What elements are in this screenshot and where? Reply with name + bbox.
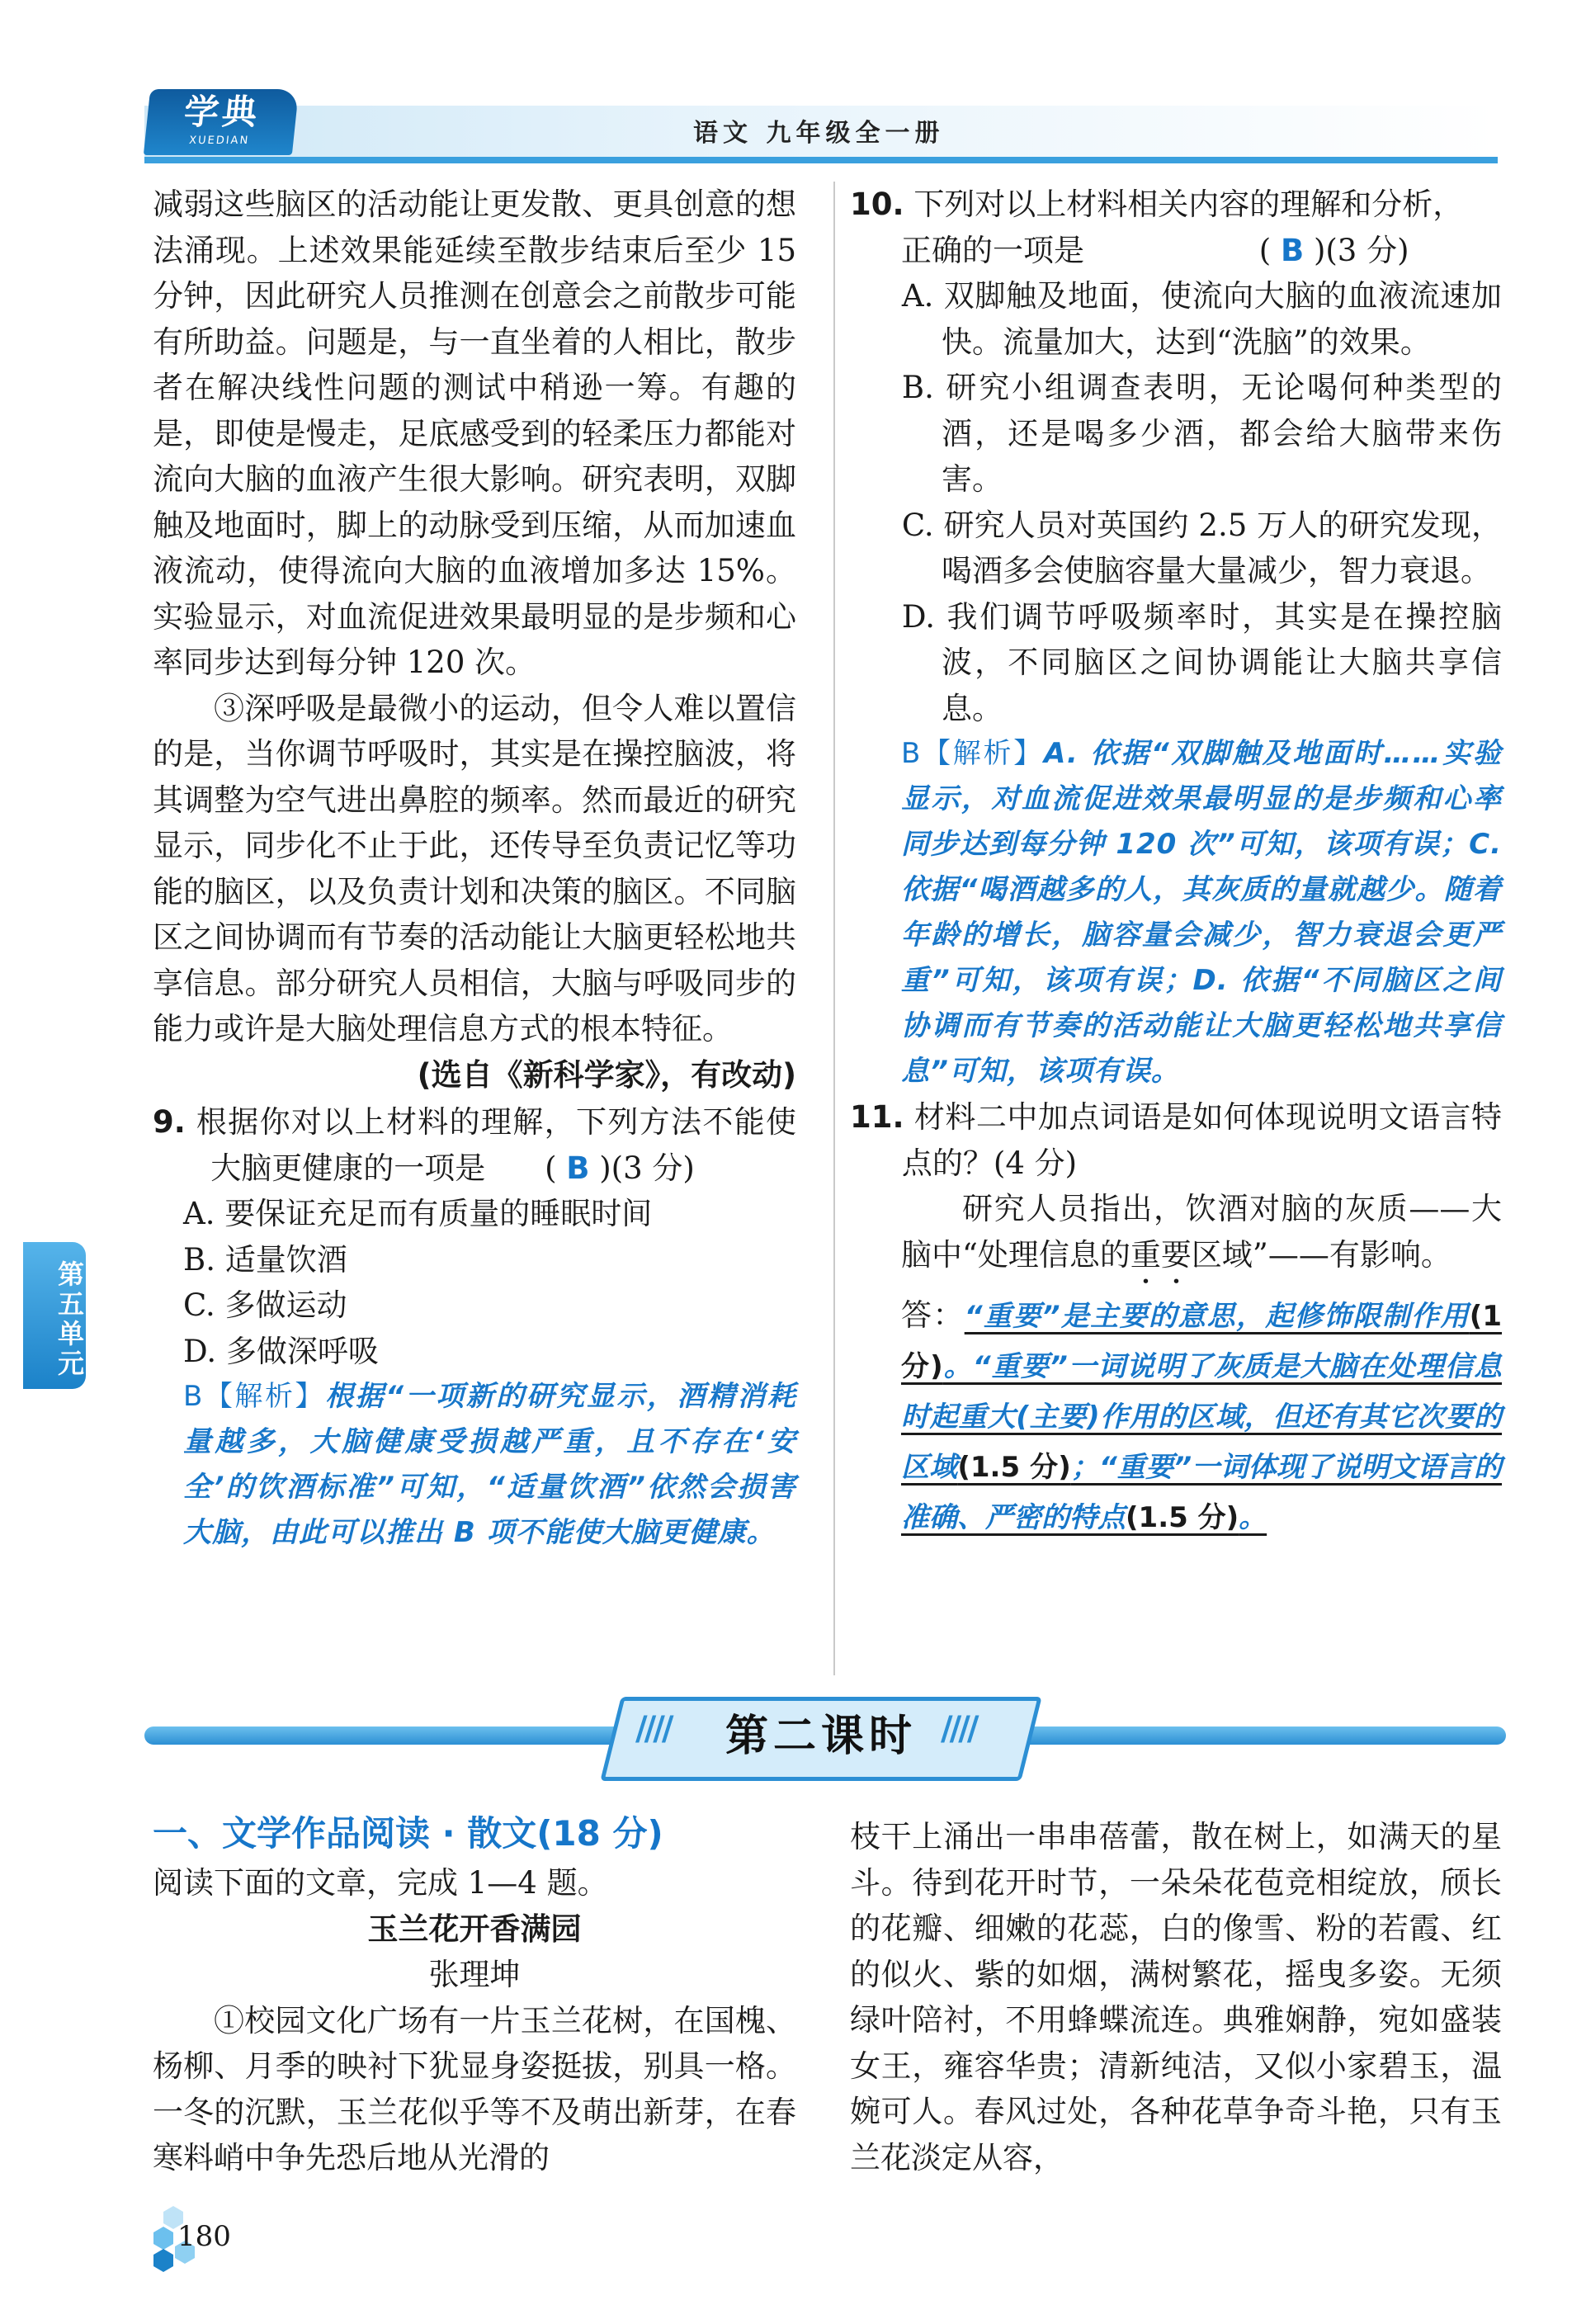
score-note: (1.5 分)	[1126, 1500, 1239, 1534]
section2-right-column	[850, 1814, 1502, 2180]
analysis-10	[850, 731, 1502, 1094]
handwritten-answer: 。	[1239, 1500, 1267, 1534]
article-author: 张理坤	[428, 1957, 521, 1992]
analysis-tag: B【解析】	[183, 1380, 326, 1413]
analysis-text: 根据“一项新的研究显示，酒精消耗量越多，大脑健康受损越严重，且不存在‘安全’的饮酒标准”可知，“适量饮酒”依然会损害大脑，由此可以推出 B 项不能使大脑更健康。	[183, 1380, 797, 1549]
quote-text: 区域”——有影响。	[1191, 1236, 1451, 1273]
question-number: 9.	[153, 1104, 186, 1140]
question-9	[153, 1099, 796, 1191]
question-11	[850, 1094, 1502, 1186]
question-10	[850, 182, 1502, 228]
source-note: (选自《新科学家》，有改动)	[417, 1056, 796, 1093]
paragraph: 枝干上涌出一串串蓓蕾，散在树上，如满天的星斗。待到花开时节，一朵朵花苞竞相绽放，颀长的花瓣、细嫩的花蕊，白的像雪、粉的若霞、红的似火、紫的如烟，满树繁花，摇曳多姿。无须绿叶陪衬，不用蜂蝶流连。典雅娴静，宛如盛装女王，雍容华贵；清新纯洁，又似小家碧玉，温婉可人。春风过处，各种花草争奇斗艳，只有玉兰花淡定从容，	[850, 1819, 1502, 2175]
quote-text: 研究人员指出，饮酒对脑的灰质——大脑中“处理信息的	[901, 1191, 1502, 1273]
answer-label: 答：	[901, 1297, 965, 1333]
handwritten-answer: 。“重要”一词说明了灰质是大脑在处理信息时起重大(主要)作用的区域，但还有其它次要的区域	[901, 1349, 1502, 1484]
banner-slash-decoration: ////	[941, 1710, 976, 1748]
logo-text: 学典	[182, 92, 262, 132]
question-10-stem-2	[850, 228, 1502, 274]
section2-left-column	[153, 1807, 796, 2181]
answer-paren-close: )(3 分)	[1313, 232, 1409, 268]
answer-11	[850, 1291, 1502, 1542]
score-note: (1.5 分)	[957, 1450, 1071, 1484]
page-number: 180	[177, 2220, 231, 2253]
analysis-9	[153, 1374, 796, 1556]
option: D. 多做深呼吸	[183, 1333, 379, 1369]
logo-subtext: XUEDIAN	[188, 135, 250, 147]
option: B. 研究小组调查表明，无论喝何种类型的酒，还是喝多少酒，都会给大脑带来伤害。	[901, 370, 1502, 497]
dotted-word: 重要	[1130, 1236, 1192, 1273]
answer-choice: B	[566, 1150, 590, 1186]
question-number: 11.	[850, 1099, 904, 1135]
answer-choice: B	[1280, 232, 1305, 268]
analysis-text: A. 依据“双脚触及地面时……实验显示，对血流促进效果最明显的是步频和心率同步达到每分钟 120 次”可知，该项有误；C. 依据“喝酒越多的人，其灰质的量就越少。随着年龄的增长，脑容量会减少，智力衰退会更严重”可知，该项有误；D. 依据“不同脑区之间协调而有节奏的活动能让大脑更轻松地共享信息”可知，该项有误。	[901, 737, 1502, 1088]
handwritten-answer: “重要”是主要的意思，起修饰限制作用	[964, 1299, 1470, 1333]
column-divider	[833, 182, 835, 1675]
option: C. 研究人员对英国约 2.5 万人的研究发现，喝酒多会使脑容量大量减少，智力衰退。	[901, 507, 1502, 588]
option: A. 要保证充足而有质量的睡眠时间	[183, 1196, 653, 1231]
answer-paren-close: )(3 分)	[599, 1150, 695, 1186]
quoted-sentence	[850, 1186, 1502, 1291]
lesson-title: 第二课时	[725, 1712, 917, 1761]
section-title: 一、文学作品阅读 · 散文(18 分)	[153, 1813, 663, 1854]
option: B. 适量饮酒	[183, 1241, 347, 1278]
question-stem: 正确的一项是	[901, 232, 1084, 268]
answer-paren-open: (	[1258, 232, 1272, 268]
option: C. 多做运动	[183, 1287, 347, 1323]
paragraph: 减弱这些脑区的活动能让更发散、更具创意的想法涌现。上述效果能延续至散步结束后至少 15 分钟，因此研究人员推测在创意会之前散步可能有所助益。问题是，与一直坐着的人相比，散步者在解决线性问题的测试中稍逊一筹。有趣的是，即使是慢走，足底感受到的轻柔压力都能对流向大脑的血液产生很大影响。研究表明，双脚触及地面时，脚上的动脉受到压缩，从而加速血液流动，使得流向大脑的血液增加多达 15%。实验显示，对血流促进效果最明显的是步频和心率同步达到每分钟 120 次。	[153, 187, 796, 680]
page-header-title: 语文 九年级全一册	[693, 119, 945, 148]
option: D. 我们调节呼吸频率时，其实是在操控脑波，不同脑区之间协调能让大脑共享信息。	[901, 598, 1502, 726]
instruction: 阅读下面的文章，完成 1—4 题。	[153, 1865, 608, 1901]
question-stem: 材料二中加点词语是如何体现说明文语言特点的？(4 分)	[901, 1099, 1503, 1181]
analysis-tag: B【解析】	[901, 737, 1044, 770]
logo	[144, 89, 299, 155]
answer-paren-open: (	[545, 1150, 557, 1186]
unit-side-tab: 第五单元	[23, 1242, 86, 1389]
banner-slash-decoration: ////	[635, 1710, 671, 1748]
option: A. 双脚触及地面，使流向大脑的血液流速加快。流量加大，达到“洗脑”的效果。	[901, 278, 1502, 360]
question-stem: 下列对以上材料相关内容的理解和分析，	[913, 187, 1464, 222]
paragraph: ①校园文化广场有一片玉兰花树，在国槐、杨柳、月季的映衬下犹显身姿挺拔，别具一格。一冬的沉默，玉兰花似乎等不及萌出新芽，在春寒料峭中争先恐后地从光滑的	[153, 2002, 796, 2175]
question-stem: 根据你对以上材料的理解，下列方法不能使大脑更健康的一项是	[196, 1104, 797, 1186]
question-number: 10.	[850, 187, 904, 222]
handwritten-answer: ；“重要”一词体现了说明文语言的准确、严密的特点	[901, 1450, 1502, 1534]
right-column	[850, 182, 1502, 1542]
article-title: 玉兰花开香满园	[367, 1911, 582, 1947]
left-column	[153, 182, 796, 1556]
score-note: (1 分)	[901, 1299, 1502, 1383]
paragraph: ③深呼吸是最微小的运动，但令人难以置信的是，当你调节呼吸时，其实是在操控脑波，将其调整为空气进出鼻腔的频率。然而最近的研究显示，同步化不止于此，还传导至负责记忆等功能的脑区，以及负责计划和决策的脑区。不同脑区之间协调而有节奏的活动能让大脑更轻松地共享信息。部分研究人员相信，大脑与呼吸同步的能力或许是大脑处理信息方式的根本特征。	[153, 690, 796, 1046]
